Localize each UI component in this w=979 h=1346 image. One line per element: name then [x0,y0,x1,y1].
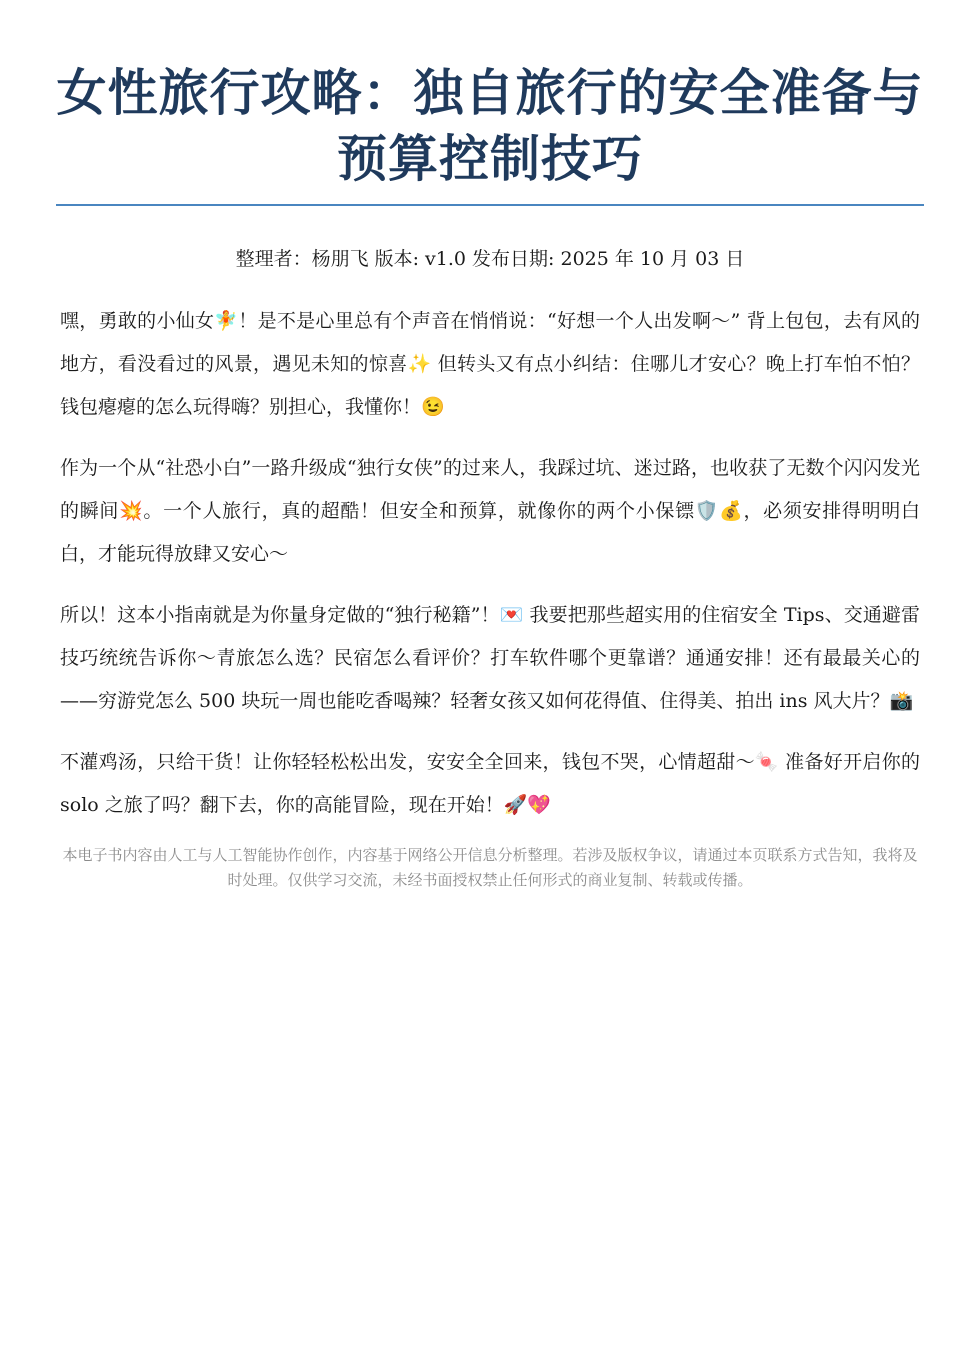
document-title: 女性旅行攻略：独自旅行的安全准备与预算控制技巧 [56,64,924,188]
intro-paragraph-2: 作为一个从“社恐小白”一路升级成“独行女侠”的过来人，我踩过坑、迷过路，也收获了无数个闪闪发光的瞬间💥。一个人旅行，真的超酷！但安全和预算，就像你的两个小保镖🛡️💰，必须安排得明明白白，才能玩得放肆又安心～ [60,457,920,565]
intro-paragraph-3: 所以！这本小指南就是为你量身定做的“独行秘籍”！💌 我要把那些超实用的住宿安全 Tips、交通避雷技巧统统告诉你～青旅怎么选？民宿怎么看评价？打车软件哪个更靠谱？通通安排！还有最最关心的——穷游党怎么 500 块玩一周也能吃香喝辣？轻奢女孩又如何花得值、住得美、拍出 ins 风大片？📸 [60,604,921,712]
document-meta: 整理者：杨朋飞 版本: v1.0 发布日期: 2025 年 10 月 03 日 [235,248,745,270]
title-divider [56,204,924,206]
copyright-footnote: 本电子书内容由人工与人工智能协作创作，内容基于网络公开信息分析整理。若涉及版权争议，请通过本页联系方式告知，我将及时处理。仅供学习交流，未经书面授权禁止任何形式的商业复制、转载或传播。 [62,846,918,889]
intro-paragraph-4: 不灌鸡汤，只给干货！让你轻轻松松出发，安安全全回来，钱包不哭，心情超甜～🍬 准备好开启你的 solo 之旅了吗？翻下去，你的高能冒险，现在开始！🚀💖 [60,751,920,816]
document-page [56,60,924,893]
intro-paragraph-1: 嘿，勇敢的小仙女🧚！是不是心里总有个声音在悄悄说：“好想一个人出发啊～” 背上包包，去有风的地方，看没看过的风景，遇见未知的惊喜✨ 但转头又有点小纠结：住哪儿才安心？晚上打车怕不怕？钱包瘪瘪的怎么玩得嗨？别担心，我懂你！😉 [60,310,920,418]
